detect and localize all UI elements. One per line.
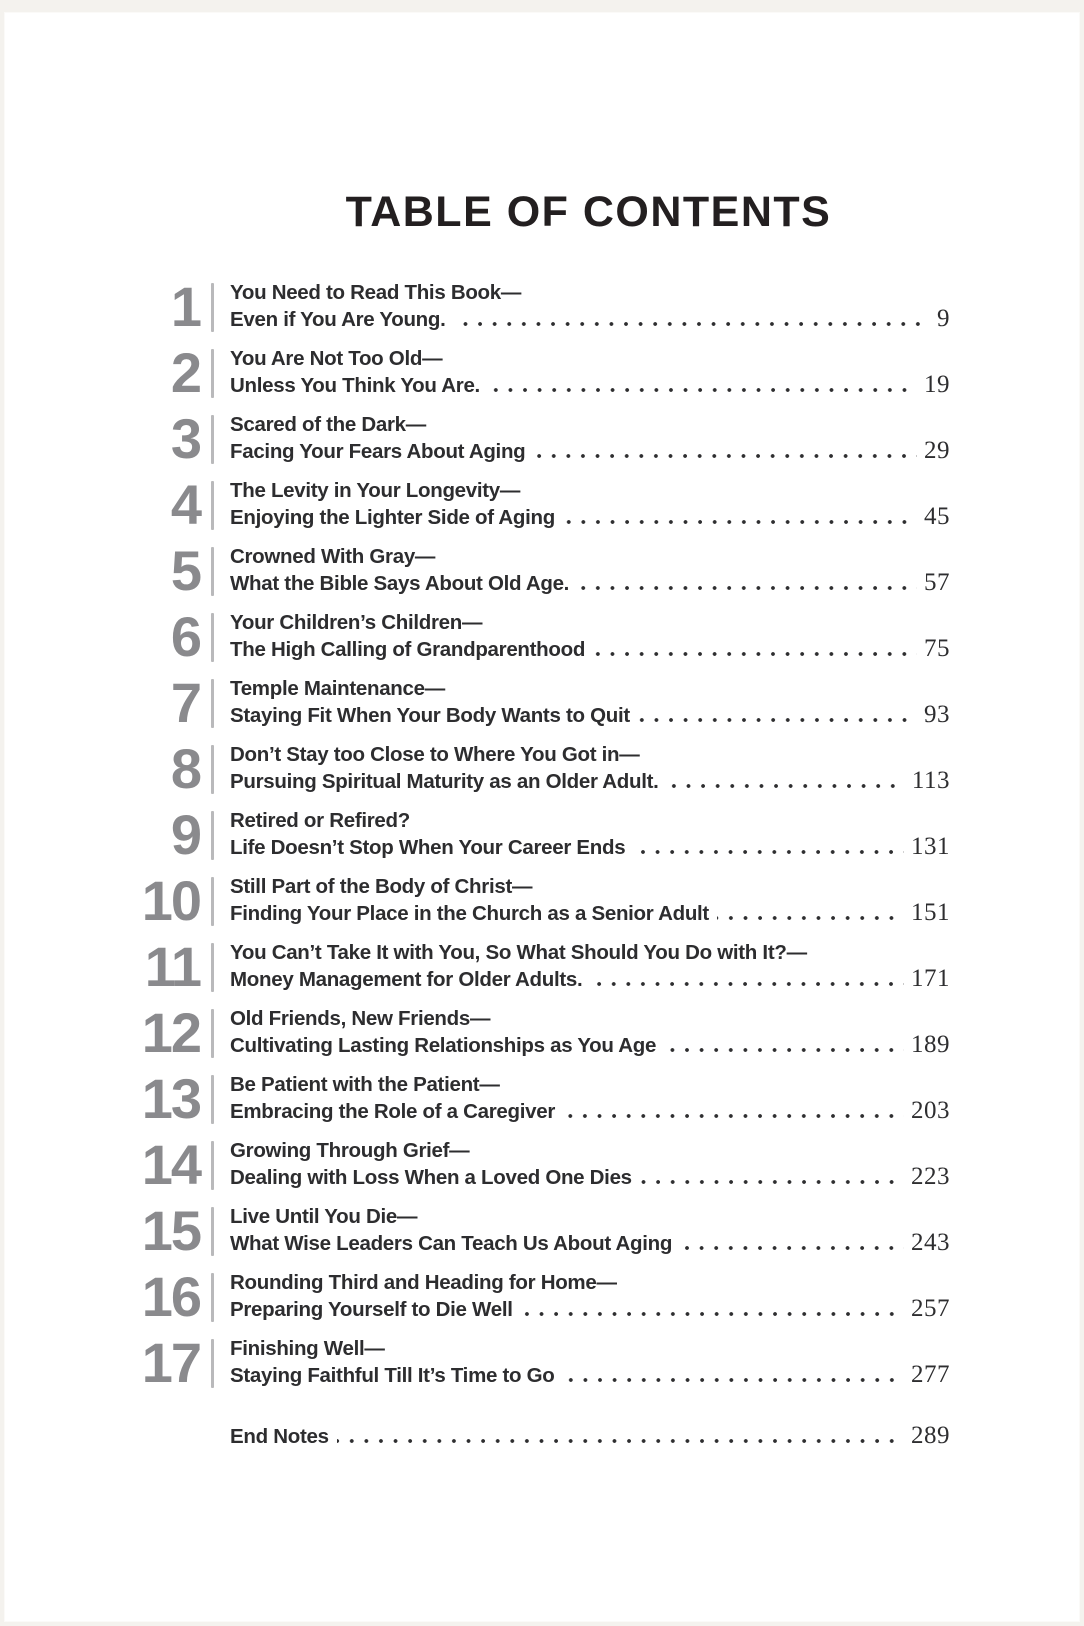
toc-entry xyxy=(134,1001,950,1064)
chapter-number: 3 xyxy=(170,407,200,470)
chapter-subtitle: Money Management for Older Adults. xyxy=(230,968,583,991)
chapter-number: 16 xyxy=(141,1265,200,1328)
chapter-number: 1 xyxy=(170,275,200,338)
chapter-subtitle: Pursuing Spiritual Maturity as an Older Adult. xyxy=(230,770,659,793)
chapter-divider xyxy=(211,1207,214,1256)
toc-entry xyxy=(134,605,950,668)
chapter-subtitle: Preparing Yourself to Die Well xyxy=(230,1298,513,1321)
chapter-page-number: 131 xyxy=(911,833,950,860)
chapter-page-number: 171 xyxy=(911,965,950,992)
toc-entry xyxy=(134,473,950,536)
toc-entry xyxy=(134,1265,950,1328)
chapter-subtitle: Staying Fit When Your Body Wants to Quit xyxy=(230,704,630,727)
chapter-number: 11 xyxy=(144,935,200,998)
chapter-title: Temple Maintenance— xyxy=(230,677,445,700)
chapter-title: Finishing Well— xyxy=(230,1337,385,1360)
chapter-divider xyxy=(211,679,214,728)
chapter-divider xyxy=(211,613,214,662)
toc-list xyxy=(134,275,950,1394)
chapter-number: 7 xyxy=(170,671,200,734)
chapter-divider xyxy=(211,481,214,530)
chapter-subtitle: The High Calling of Grandparenthood xyxy=(230,638,586,661)
dot-leader xyxy=(563,520,917,524)
chapter-number: 14 xyxy=(141,1133,200,1196)
chapter-subtitle: Facing Your Fears About Aging xyxy=(230,440,526,463)
dot-leader xyxy=(590,982,904,986)
dot-leader xyxy=(638,718,917,722)
chapter-number: 15 xyxy=(141,1199,200,1262)
chapter-divider xyxy=(211,1339,214,1388)
chapter-page-number: 75 xyxy=(924,635,950,662)
chapter-page-number: 223 xyxy=(911,1163,950,1190)
chapter-page-number: 189 xyxy=(911,1031,950,1058)
chapter-divider xyxy=(211,1075,214,1124)
chapter-divider xyxy=(211,1273,214,1322)
toc-entry xyxy=(134,1067,950,1130)
toc-entry xyxy=(134,539,950,602)
chapter-title: Don’t Stay too Close to Where You Got in— xyxy=(230,743,640,766)
dot-leader xyxy=(533,454,917,458)
chapter-page-number: 9 xyxy=(937,305,950,332)
chapter-page-number: 203 xyxy=(911,1097,950,1124)
dot-leader xyxy=(563,1114,904,1118)
chapter-page-number: 19 xyxy=(924,371,950,398)
chapter-number: 4 xyxy=(170,473,200,536)
chapter-divider xyxy=(211,1141,214,1190)
end-notes-label: End Notes xyxy=(230,1425,329,1448)
chapter-divider xyxy=(211,877,214,926)
chapter-title: Retired or Refired? xyxy=(230,809,410,832)
chapter-divider xyxy=(211,415,214,464)
chapter-subtitle: Life Doesn’t Stop When Your Career Ends xyxy=(230,836,626,859)
chapter-title: The Levity in Your Longevity— xyxy=(230,479,521,502)
chapter-page-number: 45 xyxy=(924,503,950,530)
chapter-divider xyxy=(211,811,214,860)
dot-leader xyxy=(717,916,904,920)
chapter-number: 8 xyxy=(170,737,200,800)
chapter-page-number: 29 xyxy=(924,437,950,464)
chapter-title: You Can’t Take It with You, So What Should You Do with It?— xyxy=(230,941,807,964)
chapter-title: Your Children’s Children— xyxy=(230,611,483,634)
toc-entry xyxy=(134,1199,950,1262)
chapter-number: 6 xyxy=(170,605,200,668)
chapter-page-number: 113 xyxy=(911,767,950,794)
page-title: TABLE OF CONTENTS xyxy=(345,188,832,236)
toc-entry xyxy=(134,803,950,866)
dot-leader xyxy=(521,1312,904,1316)
chapter-subtitle: Enjoying the Lighter Side of Aging xyxy=(230,506,555,529)
chapter-number: 12 xyxy=(141,1001,200,1064)
chapter-divider xyxy=(211,349,214,398)
chapter-page-number: 277 xyxy=(911,1361,950,1388)
chapter-number: 13 xyxy=(141,1067,200,1130)
chapter-title: Old Friends, New Friends— xyxy=(230,1007,491,1030)
book-page xyxy=(4,12,1080,1622)
toc-entry xyxy=(134,671,950,734)
toc-entry xyxy=(134,341,950,404)
chapter-subtitle: What Wise Leaders Can Teach Us About Aging xyxy=(230,1232,673,1255)
chapter-title: You Need to Read This Book— xyxy=(230,281,522,304)
end-notes-page-number: 289 xyxy=(911,1422,950,1449)
toc-entry xyxy=(134,935,950,998)
chapter-title: Live Until You Die— xyxy=(230,1205,418,1228)
chapter-subtitle: Cultivating Lasting Relationships as You Age xyxy=(230,1034,657,1057)
dot-leader xyxy=(488,388,917,392)
dot-leader xyxy=(640,1180,904,1184)
chapter-subtitle: Even if You Are Young. xyxy=(230,308,446,331)
chapter-number: 5 xyxy=(170,539,200,602)
chapter-number: 17 xyxy=(141,1331,200,1394)
chapter-divider xyxy=(211,943,214,992)
toc-entry xyxy=(134,1331,950,1394)
toc-entry xyxy=(134,869,950,932)
chapter-subtitle: Embracing the Role of a Caregiver xyxy=(230,1100,556,1123)
dot-leader xyxy=(633,850,904,854)
chapter-subtitle: Dealing with Loss When a Loved One Dies xyxy=(230,1166,632,1189)
chapter-subtitle: What the Bible Says About Old Age. xyxy=(230,572,570,595)
dot-leader xyxy=(563,1378,904,1382)
chapter-divider xyxy=(211,745,214,794)
end-notes-row xyxy=(230,1423,950,1450)
dot-leader xyxy=(680,1246,904,1250)
chapter-page-number: 93 xyxy=(924,701,950,728)
chapter-page-number: 57 xyxy=(924,569,950,596)
chapter-subtitle: Staying Faithful Till It’s Time to Go xyxy=(230,1364,555,1387)
dot-leader xyxy=(454,322,930,326)
toc-entry xyxy=(134,737,950,800)
toc-entry xyxy=(134,1133,950,1196)
chapter-page-number: 151 xyxy=(911,899,950,926)
dot-leader xyxy=(664,1048,904,1052)
chapter-divider xyxy=(211,1009,214,1058)
chapter-number: 9 xyxy=(170,803,200,866)
chapter-page-number: 257 xyxy=(911,1295,950,1322)
toc-entry xyxy=(134,275,950,338)
chapter-divider xyxy=(211,547,214,596)
chapter-title: You Are Not Too Old— xyxy=(230,347,443,370)
dot-leader xyxy=(337,1439,904,1443)
chapter-page-number: 243 xyxy=(911,1229,950,1256)
dot-leader xyxy=(577,586,917,590)
chapter-divider xyxy=(211,283,214,332)
chapter-title: Rounding Third and Heading for Home— xyxy=(230,1271,617,1294)
chapter-title: Scared of the Dark— xyxy=(230,413,426,436)
chapter-number: 2 xyxy=(170,341,200,404)
chapter-subtitle: Finding Your Place in the Church as a Senior Adult xyxy=(230,902,709,925)
dot-leader xyxy=(593,652,917,656)
chapter-title: Still Part of the Body of Christ— xyxy=(230,875,533,898)
chapter-number: 10 xyxy=(141,869,200,932)
chapter-title: Crowned With Gray— xyxy=(230,545,436,568)
chapter-title: Be Patient with the Patient— xyxy=(230,1073,500,1096)
chapter-title: Growing Through Grief— xyxy=(230,1139,470,1162)
dot-leader xyxy=(667,784,905,788)
chapter-subtitle: Unless You Think You Are. xyxy=(230,374,480,397)
toc-entry xyxy=(134,407,950,470)
